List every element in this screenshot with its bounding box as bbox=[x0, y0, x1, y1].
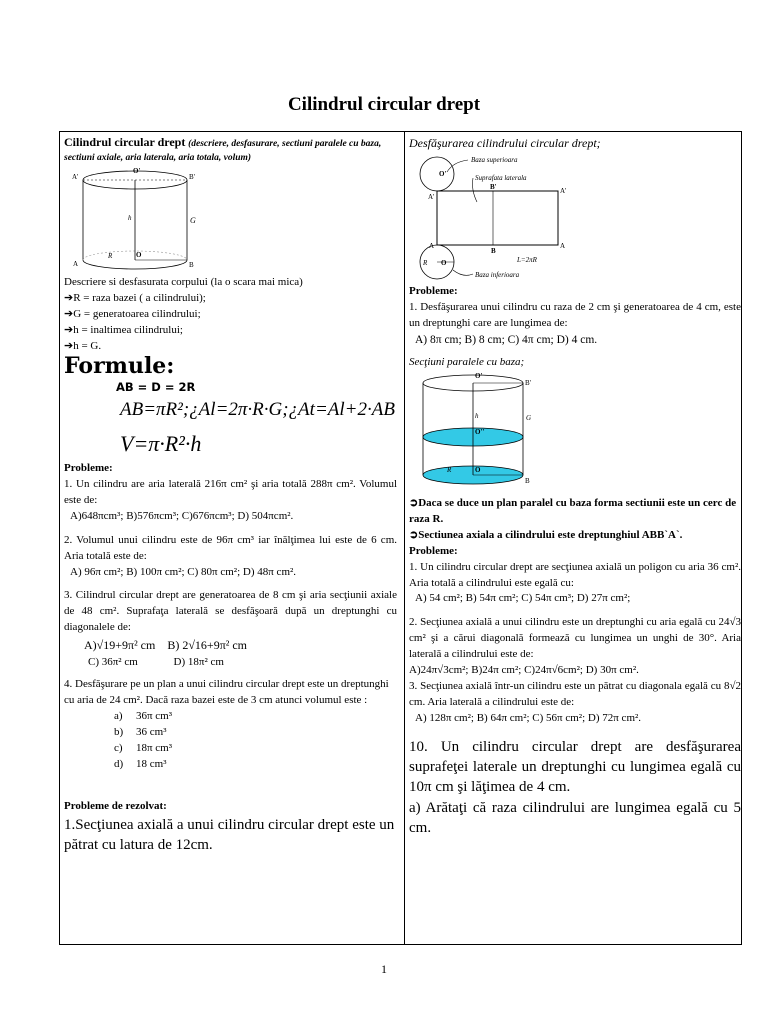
fig-label: O'' bbox=[475, 427, 485, 436]
fig-label: B' bbox=[525, 378, 531, 387]
list-item: b) 36 cm³ bbox=[114, 726, 167, 739]
fig-label: B' bbox=[189, 172, 195, 181]
fig-label: G bbox=[526, 413, 532, 422]
fig-label: h bbox=[128, 213, 132, 222]
right-problem-1-answers: A) 8π cm; B) 8 cm; C) 4π cm; D) 4 cm. bbox=[415, 334, 598, 347]
problem-2: 2. Volumul unui cilindru este de 96π cm³ iar înălţimea lui este de 6 cm. Aria totală este de: bbox=[64, 533, 397, 562]
fig-label: O bbox=[475, 465, 481, 474]
page-title: Cilindrul circular drept bbox=[287, 94, 481, 115]
list-item: a) 36π cm³ bbox=[114, 710, 173, 723]
formula-areas: AB=πR²;¿Al=2π·R·G;¿At=Al+2·AB bbox=[120, 399, 395, 421]
fig-label: Baza superioara bbox=[471, 156, 518, 165]
fig-label: B' bbox=[490, 183, 497, 192]
right-q1: 1. Un cilindru circular drept are secţiunea axială un poligon cu aria 36 cm². Aria totală a cilindrului este egală cu: bbox=[409, 560, 741, 589]
fig-label: A' bbox=[560, 187, 567, 196]
fig-label: O' bbox=[439, 170, 447, 179]
fig-label: Suprafata laterala bbox=[475, 174, 527, 183]
problem-3-answer-a: A)√19+9π² cm bbox=[84, 638, 156, 653]
fig-label: G bbox=[190, 215, 196, 225]
right-q10: 10. Un cilindru circular drept are desfăşurarea suprafeţei laterale un dreptunghi cu lungimea egală cu 10π cm şi lăţimea de 4 cm. bbox=[409, 738, 741, 796]
problem-4: 4. Desfăşurare pe un plan a unui cilindru circular drept este un dreptunghi cu aria de 24 cm². Dacă raza bazei este de 3 cm atunci volumul este : bbox=[64, 678, 389, 707]
fig-label: L=2πR bbox=[517, 256, 537, 265]
fig-label: B bbox=[189, 260, 194, 269]
right-heading: Desfăşurarea cilindrului circular drept; bbox=[409, 136, 601, 150]
fig-label: A' bbox=[72, 172, 79, 181]
right-q3: 3. Secţiunea axială într-un cilindru este un pătrat cu diagonala egală cu 8√2 cm. Aria laterală a cilindrului este de: bbox=[409, 680, 741, 709]
note-parallel: ➲Daca se duce un plan paralel cu baza forma sectiunii este un cerc de raza R. bbox=[409, 496, 737, 525]
rezolvat-heading: Probleme de rezolvat: bbox=[64, 800, 167, 812]
list-item: c) 18π cm³ bbox=[114, 742, 173, 755]
right-column bbox=[409, 135, 741, 838]
desc-item: ➔h = inaltimea cilindrului; bbox=[64, 323, 183, 336]
right-q1-answers: A) 54 cm²; B) 54π cm²; C) 54π cm³; D) 27π cm²; bbox=[415, 592, 631, 605]
problem-4-answers bbox=[64, 709, 397, 773]
fig-label: O bbox=[136, 250, 142, 259]
fig-label: B bbox=[491, 247, 496, 256]
fig-label: A bbox=[560, 242, 566, 251]
unfolding-figure bbox=[413, 152, 583, 284]
section-figure bbox=[413, 371, 553, 496]
right-q2: 2. Secţiunea axială a unui cilindru este un dreptunghi cu aria egală cu 24√3 cm² şi a cărui diagonală formează cu lungimea un unghi de 30°. Aria laterală a cilindrului este de: bbox=[409, 616, 741, 661]
problem-2-answers: A) 96π cm²; B) 100π cm²; C) 80π cm²; D) 48π cm². bbox=[70, 565, 297, 578]
problem-1: 1. Un cilindru are aria laterală 216π cm² şi aria totală 288π cm². Volumul este de: bbox=[64, 477, 397, 506]
desc-intro: Descriere si desfasurata corpului (la o scara mai mica) bbox=[64, 275, 303, 288]
note-axial: ➲Sectiunea axiala a cilindrului este dreptunghiul ABB`A`. bbox=[409, 528, 683, 541]
fig-label: B bbox=[525, 476, 530, 485]
problem-3-answer-c: C) 36π² cm bbox=[88, 656, 138, 669]
list-item: d) 18 cm³ bbox=[114, 758, 167, 771]
fig-label: A' bbox=[428, 193, 435, 202]
fig-label: R bbox=[108, 251, 113, 260]
problem-1-answers: A)648πcm³; B)576πcm³; C)676πcm³; D) 504πcm². bbox=[70, 509, 294, 522]
right-q10-a: a) Arătaţi că raza cilindrului are lungimea egală cu 5 cm. bbox=[409, 799, 741, 836]
fig-label: h bbox=[475, 411, 479, 420]
probleme-heading: Probleme: bbox=[64, 461, 113, 474]
fig-label: Baza inferioara bbox=[475, 271, 520, 280]
right-probleme2-heading: Probleme: bbox=[409, 544, 458, 557]
page-number: 1 bbox=[381, 962, 387, 976]
left-heading: Cilindrul circular drept bbox=[64, 135, 186, 149]
right-q2-answers: A)24π√3cm²; B)24π cm²; C)24π√6cm²; D) 30π cm². bbox=[409, 664, 639, 677]
fig-label: A bbox=[73, 259, 79, 268]
fig-label: O bbox=[441, 259, 447, 268]
formula-diameter: AB = D = 2R bbox=[116, 379, 196, 394]
problem-3-answer-d: D) 18π² cm bbox=[173, 656, 224, 669]
fig-label: R bbox=[447, 465, 452, 474]
desc-item: ➔R = raza bazei ( a cilindrului); bbox=[64, 291, 206, 304]
fig-label: A bbox=[429, 242, 435, 251]
fig-label: O' bbox=[475, 371, 483, 380]
problem-3-answer-b: B) 2√16+9π² cm bbox=[167, 638, 248, 653]
rezolvat-problem-1: 1.Secţiunea axială a unui cilindru circular drept este un pătrat cu latura de 12cm. bbox=[64, 816, 395, 854]
left-column bbox=[64, 135, 397, 855]
problem-3: 3. Cilindrul circular drept are generatoarea de 8 cm şi aria secţiunii axiale de 48 cm². Suprafaţa laterală se desfăşoară după un dreptunghi cu diagonalele de: bbox=[64, 589, 397, 634]
right-problem-1: 1. Desfăşurarea unui cilindru cu raza de 2 cm şi generatoarea de 4 cm, este un dreptunghi care are lungimea de: bbox=[409, 301, 741, 330]
desc-item: ➔G = generatoarea cilindrului; bbox=[64, 307, 201, 320]
left-heading-sub: (descriere, desfasurare, sectiuni paralele cu baza, sectiuni axiale, aria laterala, aria totala, volum) bbox=[64, 139, 382, 163]
cylinder-figure bbox=[70, 165, 210, 275]
desc-item: ➔h = G. bbox=[64, 339, 102, 352]
formule-heading: Formule: bbox=[64, 353, 175, 380]
right-probleme-heading: Probleme: bbox=[409, 285, 458, 298]
fig-label: O' bbox=[133, 166, 141, 175]
fig-label: R bbox=[423, 259, 428, 268]
formula-volume: V=π·R²·h bbox=[120, 430, 202, 456]
content-table bbox=[59, 131, 742, 945]
sectiuni-heading: Secţiuni paralele cu baza; bbox=[409, 355, 525, 368]
right-q3-answers: A) 128π cm²; B) 64π cm²; C) 56π cm²; D) 72π cm². bbox=[415, 712, 642, 724]
column-divider bbox=[404, 132, 405, 944]
